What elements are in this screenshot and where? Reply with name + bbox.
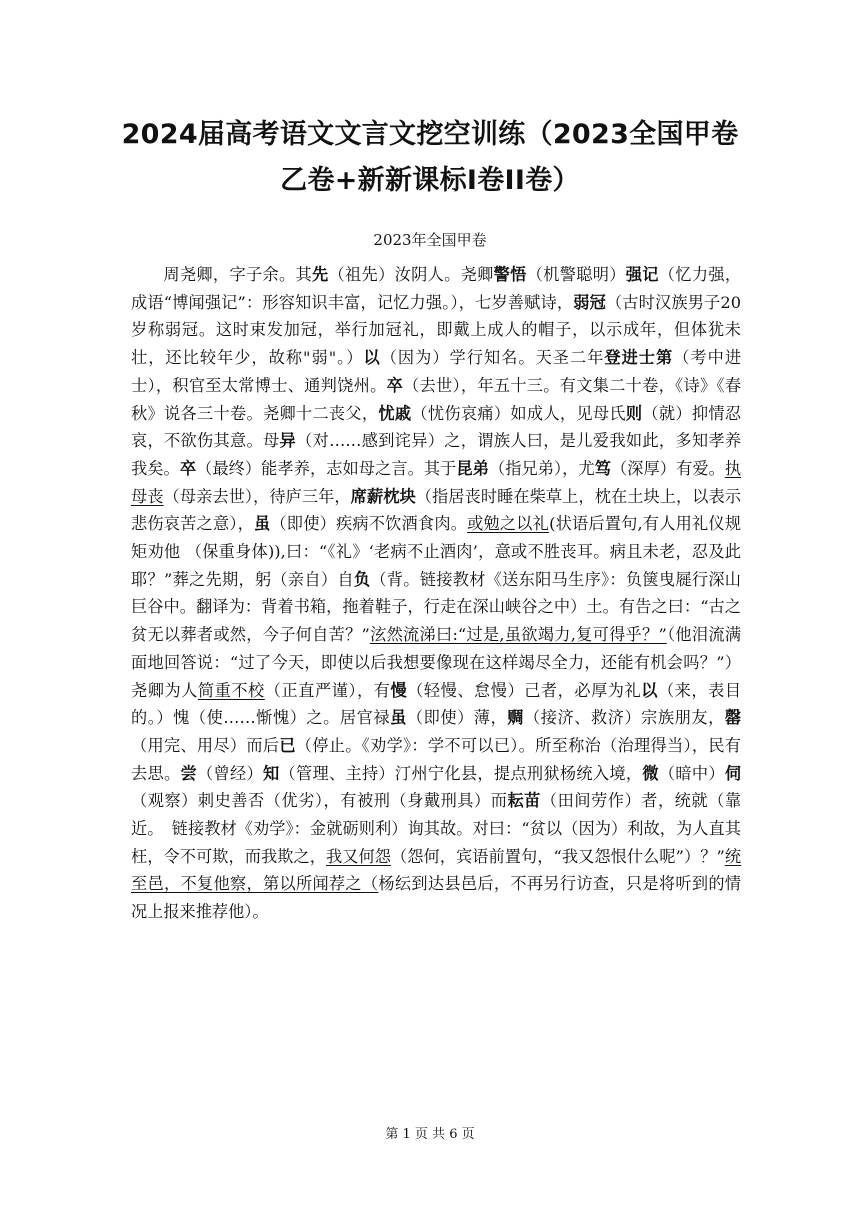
key-term: 昆弟 bbox=[456, 458, 489, 478]
text-run: （最终）能孝养，志如母之言。其于 bbox=[196, 458, 457, 478]
key-term: 罄 bbox=[724, 708, 742, 728]
key-term: 负 bbox=[353, 569, 371, 589]
underlined-phrase: 泫然流涕曰:“过是,虽欲竭力,复可得乎？” bbox=[369, 625, 667, 645]
text-run: （就）抑情忍哀，不欲伤其意。母 bbox=[131, 403, 742, 451]
key-term: 警悟 bbox=[493, 265, 527, 284]
text-run: （忆力强，成语“博闻强记”：形容知识丰富，记忆力强。），七岁善赋诗， bbox=[131, 265, 742, 312]
key-term: 则 bbox=[625, 403, 643, 423]
key-term: 耘苗 bbox=[507, 791, 541, 811]
passage-paragraph bbox=[131, 261, 741, 926]
key-term: 强记 bbox=[625, 265, 659, 284]
text-run: （忧伤哀痛）如成人，见母氏 bbox=[411, 403, 626, 423]
text-run: （轻慢、怠慢）己者，必厚为礼 bbox=[407, 680, 642, 700]
key-term: 赒 bbox=[507, 708, 525, 728]
text-run: （田间劳作）者，统就（靠近。 链接教材《劝学》：金就砺则利）询其故。对曰：“贫以（因为）利故，为人直其枉，令不可欺，而我欺之， bbox=[131, 791, 742, 866]
text-run: （去世），年五十三。有文集二十卷，《诗》《春秋》说各三十卷。尧卿十二丧父， bbox=[131, 375, 742, 423]
key-term: 席薪枕块 bbox=[350, 486, 416, 506]
passage-body bbox=[131, 261, 741, 926]
key-term: 虽 bbox=[254, 514, 271, 534]
section-heading: 2023年全国甲卷 bbox=[373, 231, 487, 249]
key-term: 已 bbox=[279, 735, 296, 755]
text-run: （观察）刺史善否（优劣），有被刑（身戴刑具）而 bbox=[131, 791, 508, 811]
text-run: （深厚）有爱。 bbox=[611, 458, 725, 478]
key-term: 伺 bbox=[724, 763, 742, 783]
key-term: 卒 bbox=[179, 458, 197, 478]
text-run: （停止。《劝学》：学不可以已）。所至称治（治理得当），民有去思。 bbox=[131, 735, 741, 783]
text-run: （用完、用尽）而后 bbox=[131, 735, 280, 755]
text-run: 周尧卿，字子余。其 bbox=[163, 265, 313, 284]
document-title: 2024届高考语文文言文挖空训练（2023全国甲卷乙卷+新新课标Ⅰ卷ⅠⅠ卷） bbox=[121, 119, 739, 196]
key-term: 慢 bbox=[390, 680, 408, 700]
key-term: 弱冠 bbox=[573, 292, 606, 312]
text-run: （对……感到诧异）之，谓族人曰，是儿爱我如此，多知孝养我矣。 bbox=[131, 431, 742, 478]
text-run: （曾经） bbox=[196, 763, 263, 783]
key-term: 以 bbox=[363, 348, 381, 368]
text-run: （即使）薄， bbox=[406, 708, 508, 728]
text-run: （背。链接教材《送东阳马生序》：负箧曳屣行深山巨谷中。翻译为：背着书箱，拖着鞋子，行走在深山峡谷之中）土。有告之曰：“古之贫无以葬者或然，今子何自苦？” bbox=[131, 569, 741, 645]
text-run: （正直严谨），有 bbox=[264, 680, 391, 700]
text-run: （指兄弟），尤 bbox=[488, 458, 595, 478]
text-run: （考中进士），积官至太常博士、通判饶州。 bbox=[131, 348, 742, 395]
key-term: 尝 bbox=[180, 763, 197, 783]
key-term: 卒 bbox=[386, 375, 404, 395]
text-run: （他泪流满面地回答说：“过了今天，即使以后我想要像现在这样竭尽全力，还能有机会吗？”）尧卿为人 bbox=[131, 625, 742, 700]
key-term: 登进士第 bbox=[604, 348, 674, 368]
key-term: 忧戚 bbox=[378, 403, 412, 423]
key-term: 以 bbox=[641, 680, 658, 700]
text-run: （怨何，宾语前置句，“我又怨恨什么呢”）？” bbox=[391, 846, 725, 866]
text-run: (状语后置句,有人用礼仪规矩劝他 （保重身体)),曰：“《礼》‘老病不止酒肉’，意或不胜丧耳。病且未老，忍及此耶？”葬之先期，躬（亲自）自 bbox=[131, 514, 742, 589]
underlined-phrase: 简重不校 bbox=[197, 680, 265, 700]
key-term: 虽 bbox=[390, 708, 407, 728]
text-run: （指居丧时睡在柴草上，枕在土块上，以表示悲伤哀苦之意）， bbox=[131, 486, 742, 534]
key-term: 微 bbox=[642, 763, 659, 783]
text-run: （古时汉族男子20岁称弱冠。这时束发加冠，举行加冠礼，即戴上成人的帽子，以示成年，但体犹未壮，还比较年少，故称"弱"。） bbox=[131, 292, 742, 368]
text-run: （机警聪明） bbox=[526, 265, 626, 284]
underlined-phrase: 我又何怨 bbox=[326, 846, 392, 866]
key-term: 先 bbox=[312, 265, 329, 284]
text-run: （即使）疾病不饮酒食肉。 bbox=[270, 514, 468, 534]
text-run: （母亲去世），待庐三年， bbox=[163, 486, 351, 506]
underlined-phrase: 或勉之以礼 bbox=[467, 514, 550, 534]
text-run: （暗中） bbox=[658, 763, 725, 783]
key-term: 笃 bbox=[594, 458, 611, 478]
text-run: （因为）学行知名。天圣二年 bbox=[380, 348, 605, 368]
text-run: （祖先）汝阴人。尧卿 bbox=[328, 265, 494, 284]
key-term: 异 bbox=[279, 431, 297, 451]
text-run: （管理、主持）汀州宁化县，提点刑狱杨统入境， bbox=[279, 763, 643, 783]
key-term: 知 bbox=[262, 763, 280, 783]
underlined-phrase: 统至邑，不复他察，第以所闻荐之（ bbox=[131, 846, 742, 894]
text-run: （接济、救济）宗族朋友， bbox=[524, 708, 725, 728]
text-run: 杨纭到达县邑后，不再另行访查，只是将听到的情况上报来推荐他）。 bbox=[131, 874, 741, 922]
page-footer: 第 1 页 共 6 页 bbox=[385, 1127, 475, 1142]
text-run: （来，表目的。）愧（使……惭愧）之。居官禄 bbox=[131, 680, 742, 728]
underlined-phrase: 执母丧 bbox=[131, 458, 742, 506]
